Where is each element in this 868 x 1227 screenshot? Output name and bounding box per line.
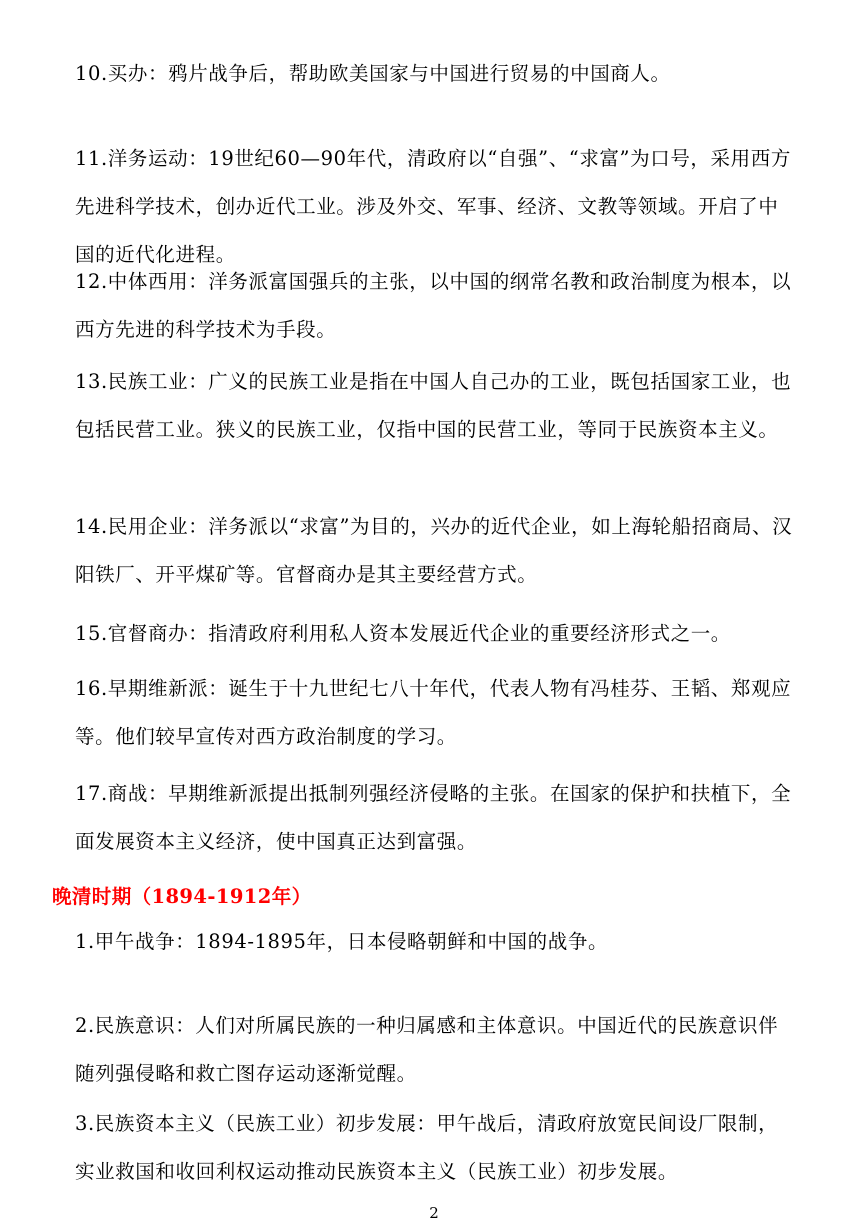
entry-15-official-supervision: 15.官督商办：指清政府利用私人资本发展近代企业的重要经济形式之一。 xyxy=(75,622,731,645)
entry-11-westernization-movement: 11.洋务运动：19世纪60—90年代，清政府以“自强”、“求富”为口号，采用西方先进科学技术，创办近代工业。涉及外交、军事、经济、文教等领域。开启了中国的近代化进程。 xyxy=(75,147,791,266)
page-number: 2 xyxy=(429,1204,439,1222)
entry-13-national-industry: 13.民族工业：广义的民族工业是指在中国人自己办的工业，既包括国家工业，也包括民营工业。狭义的民族工业，仅指中国的民营工业，等同于民族资本主义。 xyxy=(75,370,792,441)
entry-3-national-capitalism: 3.民族资本主义（民族工业）初步发展：甲午战后，清政府放宽民间设厂限制，实业救国和收回利权运动推动民族资本主义（民族工业）初步发展。 xyxy=(75,1112,779,1183)
entry-2-national-consciousness: 2.民族意识：人们对所属民族的一种归属感和主体意识。中国近代的民族意识伴随列强侵略和救亡图存运动逐渐觉醒。 xyxy=(75,1014,779,1085)
entry-17-commercial-war: 17.商战：早期维新派提出抵制列强经济侵略的主张。在国家的保护和扶植下，全面发展资本主义经济，使中国真正达到富强。 xyxy=(75,782,792,853)
entry-1-sino-japanese-war: 1.甲午战争：1894-1895年，日本侵略朝鲜和中国的战争。 xyxy=(75,930,609,953)
entry-12-chinese-learning-as-base: 12.中体西用：洋务派富国强兵的主张，以中国的纲常名教和政治制度为根本，以西方先进的科学技术为手段。 xyxy=(75,270,792,341)
section-heading-late-qing: 晚清时期（1894-1912年） xyxy=(52,885,312,908)
entry-14-civilian-enterprises: 14.民用企业：洋务派以“求富”为目的，兴办的近代企业，如上海轮船招商局、汉阳铁厂、开平煤矿等。官督商办是其主要经营方式。 xyxy=(75,515,793,586)
entry-16-early-reformists: 16.早期维新派：诞生于十九世纪七八十年代，代表人物有冯桂芬、王韬、郑观应等。他们较早宣传对西方政治制度的学习。 xyxy=(75,677,792,748)
entry-10-comprador: 10.买办：鸦片战争后，帮助欧美国家与中国进行贸易的中国商人。 xyxy=(75,62,671,85)
